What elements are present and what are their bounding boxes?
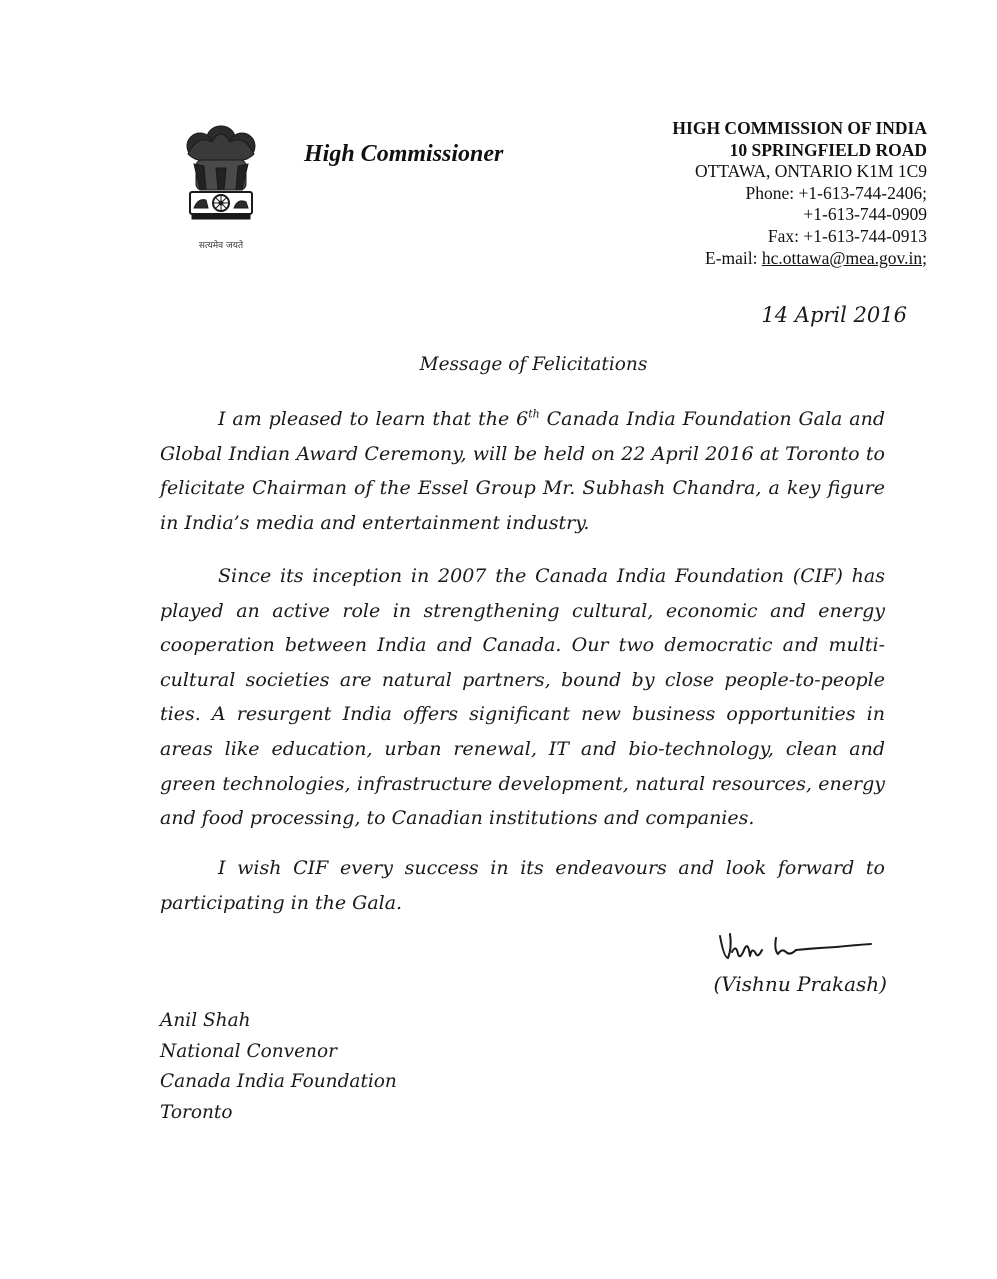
paragraph-2 bbox=[160, 559, 885, 836]
paragraph-2-text: Since its inception in 2007 the Canada India Foundation (CIF) has played an active role in strengthening cultural, economic and energy cooperation between India and Canada. Our two democratic and multi-cultural societies are natural partners, bound by close people-to-people ties. A resurgent India offers significant new business opportunities in areas like education, urban renewal, IT and bio-technology, clean and green technologies, infrastructure development, natural resources, energy and food processing, to Canadian institutions and companies. bbox=[160, 565, 885, 830]
handwritten-signature bbox=[716, 928, 876, 972]
letter-date: 14 April 2016 bbox=[761, 303, 907, 327]
fax-label: Fax: bbox=[767, 225, 804, 246]
state-emblem-of-india-icon bbox=[176, 116, 266, 251]
recipient-block bbox=[160, 1006, 397, 1128]
paragraph-3 bbox=[160, 851, 885, 920]
email-label: E-mail: bbox=[705, 247, 762, 268]
fax-number: +1-613-744-0913 bbox=[803, 225, 927, 246]
ordinal-suffix: th bbox=[528, 407, 540, 421]
signatory-name: (Vishnu Prakash) bbox=[713, 972, 887, 996]
address-line-2: 10 SPRINGFIELD ROAD bbox=[729, 139, 927, 160]
letter-heading: Message of Felicitations bbox=[419, 354, 648, 375]
paragraph-1 bbox=[160, 402, 885, 540]
address-line-1: HIGH COMMISSION OF INDIA bbox=[672, 118, 927, 138]
phone-number-1: +1-613-744-2406; bbox=[798, 182, 927, 203]
recipient-title: National Convenor bbox=[160, 1040, 337, 1062]
recipient-name: Anil Shah bbox=[160, 1010, 251, 1031]
fax-line bbox=[672, 226, 927, 248]
paragraph-1-rest: Canada India Foundation Gala and Global Indian Award Ceremony, will be held on 22 April 2016 at Toronto to felicitate Chairman of the Essel Group Mr. Subhash Chandra, a key figure in India’s media and entertainment industry. bbox=[160, 408, 885, 534]
office-title: High Commissioner bbox=[304, 141, 504, 167]
letterhead-address bbox=[672, 118, 927, 269]
phone-number-2: +1-613-744-0909 bbox=[803, 204, 927, 225]
paragraph-1-start: I am pleased to learn that the 6 bbox=[218, 408, 529, 430]
address-line-3: OTTAWA, ONTARIO K1M 1C9 bbox=[694, 161, 927, 182]
recipient-city: Toronto bbox=[160, 1101, 233, 1123]
email-link[interactable]: hc.ottawa@mea.gov.in; bbox=[761, 247, 927, 268]
emblem-motto: सत्यमेव जयते bbox=[198, 241, 244, 251]
recipient-organization: Canada India Foundation bbox=[160, 1071, 397, 1092]
phone-line-1 bbox=[672, 183, 927, 205]
email-line bbox=[672, 248, 927, 270]
phone-label: Phone: bbox=[745, 182, 799, 203]
paragraph-3-text: I wish CIF every success in its endeavours and look forward to participating in the Gala. bbox=[160, 857, 885, 914]
